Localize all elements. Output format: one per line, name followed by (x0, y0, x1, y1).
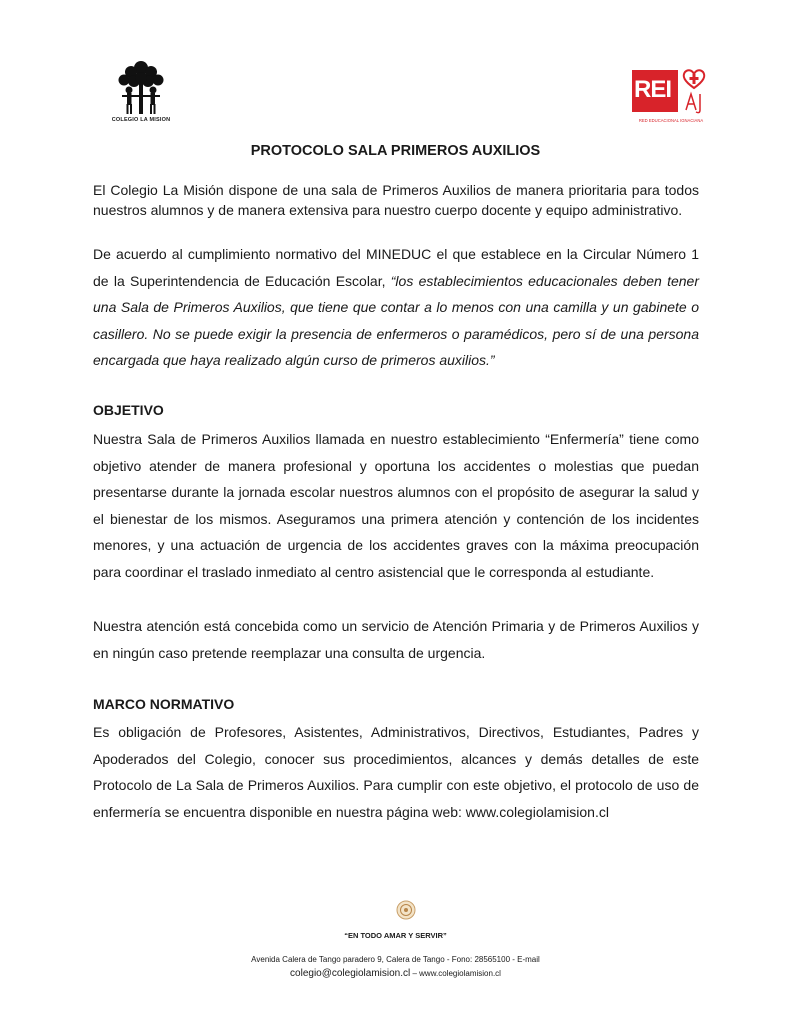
objetivo-heading: OBJETIVO (93, 402, 164, 418)
document-title: PROTOCOLO SALA PRIMEROS AUXILIOS (250, 143, 541, 159)
legal-quote-text: “los establecimientos educacionales deben tener una Sala de Primeros Auxilios, que tiene que contar a lo menos con una camilla y un gabinete o casillero. No se puede exigir la presencia de enfermeros o paramédicos, pero sí de una persona encargada que haya realizado algún curso de primeros auxilios.” (93, 272, 699, 368)
marco-heading: MARCO NORMATIVO (93, 696, 235, 712)
footer-contact (0, 968, 791, 979)
colegio-la-mision-logo (102, 58, 180, 128)
legal-paragraph (93, 241, 699, 374)
heart-cross-icon (680, 68, 708, 114)
colegio-logo-caption: COLEGIO LA MISION (111, 117, 171, 123)
marco-text: Es obligación de Profesores, Asistentes, Administrativos, Directivos, Estudiantes, Padres y Apoderados del Colegio, conocer sus procedimientos, alcances y demás detalles de este Protocolo de La Sala de Primeros Auxilios. Para cumplir con este objetivo, el protocolo de uso de enfermería se encuentra disponible en nuestra página web: www.colegiolamision.cl (93, 724, 699, 820)
rei-caption: RED EDUCACIONAL IGNACIANA (638, 118, 704, 123)
legal-lead-text: De acuerdo al cumplimiento normativo del MINEDUC el que establece en la Circular Número 1 de la Superintendencia de Educación Escolar, (93, 246, 699, 289)
objetivo-paragraph-2 (93, 613, 699, 666)
tree-with-children-icon (110, 58, 172, 116)
intro-text: El Colegio La Misión dispone de una sala de Primeros Auxilios de manera prioritaria para todos nuestros alumnos y de manera extensiva para nuestro cuerpo docente y equipo administrativo. (93, 182, 699, 218)
footer-web: – www.colegiolamision.cl (410, 969, 501, 978)
school-seal-icon (396, 900, 416, 925)
footer-motto: “EN TODO AMAR Y SERVIR” (344, 931, 447, 940)
intro-paragraph (93, 180, 699, 220)
rei-mark: REI (634, 76, 672, 103)
marco-paragraph (93, 719, 699, 825)
rei-logo (630, 68, 710, 126)
footer-email: colegio@colegiolamision.cl (290, 968, 411, 979)
objetivo-text-2: Nuestra atención está concebida como un servicio de Atención Primaria y de Primeros Auxilios y en ningún caso pretende reemplazar una consulta de urgencia. (93, 618, 699, 661)
footer-address: Avenida Calera de Tango paradero 9, Calera de Tango - Fono: 28565100 - E-mail (251, 955, 540, 964)
objetivo-paragraph-1 (93, 426, 699, 585)
objetivo-text-1: Nuestra Sala de Primeros Auxilios llamada en nuestro establecimiento “Enfermería” tiene como objetivo atender de manera profesional y oportuna los accidentes o molestias que puedan presentarse durante la jornada escolar nuestros alumnos con el propósito de asegurar la salud y el bienestar de los mismos. Aseguramos una primera atención y contención de los incidentes menores, y una actuación de urgencia de los accidentes graves con la máxima preocupación para coordinar el traslado inmediato al centro asistencial que le corresponda al estudiante. (93, 431, 699, 580)
